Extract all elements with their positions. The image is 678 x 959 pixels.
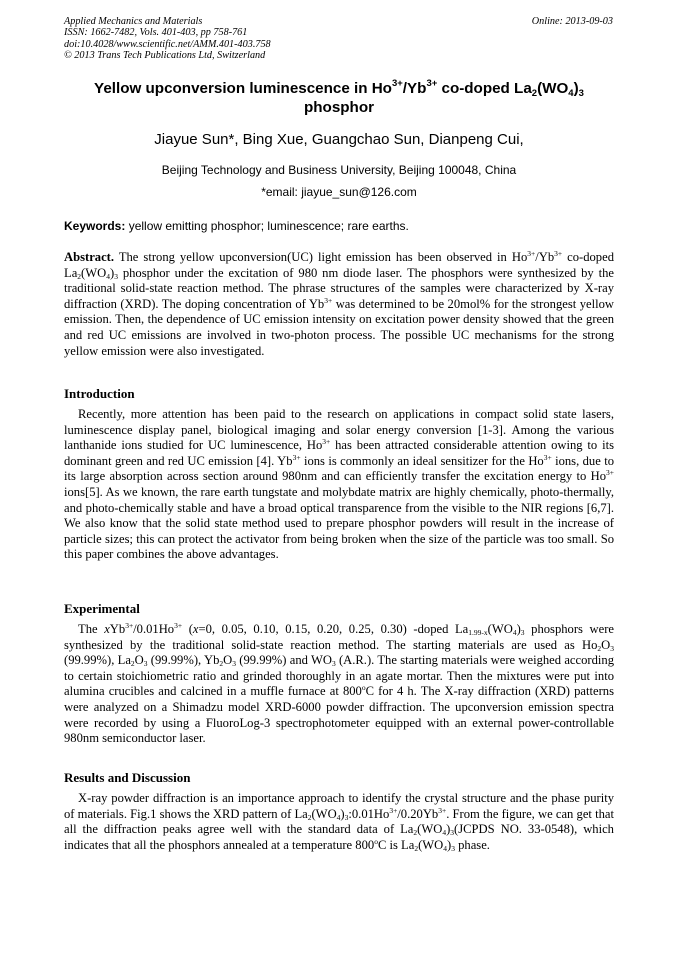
doi-line[interactable]: doi:10.4028/www.scientific.net/AMM.401-403.758 (64, 38, 271, 50)
introduction-heading: Introduction (64, 386, 135, 401)
keywords-label: Keywords: (64, 219, 126, 233)
results-text: X-ray powder diffraction is an importance approach to identify the crystal structure and the phase purity of materials. Fig.1 shows the XRD pattern of $La_2(WO_4)_3:0.01Ho^{3+}/0.20Yb^{3+}$. From the figure, we can get that all the diffraction peaks agree well with the standard data of $La_2(WO_4)_3(JCPDS$ NO. 33-0548), which indicates that all the phosphors annealed at a temperature 800$^o$C is $La_2(WO_4)_3$ phase. (64, 791, 614, 853)
copyright-line: © 2013 Trans Tech Publications Ltd, Switzerland (64, 49, 266, 61)
keywords-text: yellow emitting phosphor; luminescence; rare earths. (125, 219, 409, 233)
corresponding-email[interactable]: *email: jiayue_sun@126.com (261, 185, 417, 199)
author-list: Jiayue Sun*, Bing Xue, Guangchao Sun, Dianpeng Cui, (154, 131, 524, 148)
journal-name: Applied Mechanics and Materials (64, 16, 203, 27)
introduction-text: Recently, more attention has been paid to the research on applications in compact solid state lasers, luminescence display panel, biological imaging and solar energy conversion [1-3]. Among the various lanthanide ions studied for UC luminescence, $Ho^{3+}$ has been attracted considerable attention owing to its dominant green and red UC emission [4]. $Yb^{3+}$ ions is commonly an ideal sensitizer for the $Ho^{3+}$ ions, due to its large absorption across section around 980nm and can efficiently transfer the excitation energy to $Ho^{3+}$ ions[5]. As we known, the rare earth tungstate and molybdate matrix are highly chemically, photo-thermally, and photo-chemically stable and have a broad optical transparence from the visible to the NIR regions [6,7]. We also know that the solid state method used to prepare phosphor powders will result in the increase of particle sizes; this can protect the activator from being broken when the size of the particle was too small. So this paper combines the above advantages. (64, 407, 614, 562)
results-heading: Results and Discussion (64, 770, 191, 785)
abstract: Abstract. The strong yellow upconversion(UC) light emission has been observed in $Ho^{3+}/Yb^{3+}$ co-doped $La_2(WO_4)_3$ phosphor under the excitation of 980 nm diode laser. The phosphors were synthesized by the traditional solid-state reaction method. The phrase structures of the samples were characterized by X-ray diffraction (XRD). The doping concentration of $Yb^{3+}$ was determined to be 20mol% for the strongest yellow emission. Then, the dependence of UC emission intensity on excitation power density showed that the green and red UC emissions are involved in two-photon process. The possible UC mechanisms for the strong yellow emission were also investigated. (64, 249, 614, 358)
issn-line: ISSN: 1662-7482, Vols. 401-403, pp 758-761 (64, 27, 248, 39)
abstract-label: Abstract. (64, 250, 115, 264)
paper-title: Yellow upconversion luminescence in $Ho^{3+}/Yb^{3+}$ co-doped $La_2(WO_4)_3$ phosphor (94, 78, 584, 116)
experimental-heading: Experimental (64, 601, 140, 616)
online-date: Online: 2013-09-03 (531, 16, 613, 27)
journal-header (64, 16, 484, 61)
affiliation: Beijing Technology and Business University, Beijing 100048, China (161, 163, 517, 177)
experimental-text: The $xYb^{3+}/0.01Ho^{3+}$ (x=0, 0.05, 0.10, 0.15, 0.20, 0.25, 0.30) -doped $La_{1.99-x}(WO_4)_3$ phosphors were synthesized by the traditional solid-state reaction method. The starting materials are used as $Ho_2O_3$ (99.99%), $La_2O_3$ (99.99%), $Yb_2O_3$ (99.99%) and $WO_3$ (A.R.). The starting materials were weighed according to certain stoichiometric ratio and grinded thoroughly in an agate mortar. Then the mixtures were put into alumina crucibles and calcined in a muffle furnace at 800$^o$C for 4 h. The X-ray diffraction (XRD) patterns were analyzed on a Shimadzu model XRD-6000 powder diffraction. The upconversion emission spectra were recorded by using a FluoroLog-3 spectrophotometer equipped with an external power-controllable 980nm semiconductor laser. (64, 621, 614, 746)
keywords (64, 219, 614, 233)
